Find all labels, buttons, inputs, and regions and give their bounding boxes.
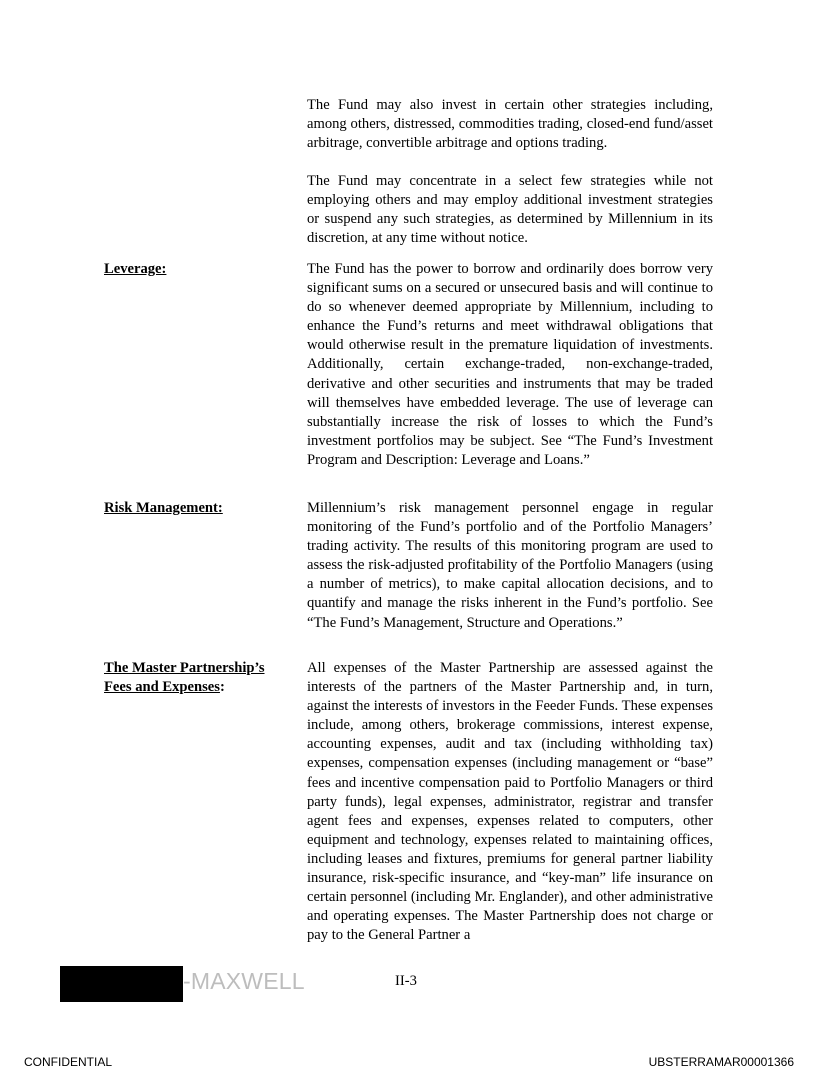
bates-number: UBSTERRAMAR00001366 — [648, 1055, 794, 1069]
fees-heading-line2: Fees and Expenses — [104, 679, 220, 696]
fees-expenses-text: All expenses of the Master Partnership are assessed against the interests of the partners of the Master Partnership and, in turn, against the interests of investors in the Feeder Funds. These expenses include, among others, brokerage commissions, interest expense, accounting expenses, audit and tax (including withholding tax) expenses, compensation expenses (including management or “base” fees and incentive compensation paid to Portfolio Managers or third party funds), legal expenses, administrator, registrar and transfer agent fees and expenses, expenses related to computers, other equipment and technology, expenses related to maintaining offices, including leases and fixtures, premiums for general partner liability insurance, risk-specific insurance, and “key-man” life insurance on certain personnel (including Mr. Englander), and other administrative and operating expenses. The Master Partnership does not charge or pay to the General Partner a — [307, 660, 713, 944]
page-number: II-3 — [395, 973, 417, 989]
leverage-heading: Leverage: — [104, 261, 167, 277]
leverage-text: The Fund has the power to borrow and ordinarily does borrow very significant sums on a secured or unsecured basis and will continue to do so whenever deemed appropriate by Millennium, including to enhance the Fund’s returns and meet withdrawal obligations that would otherwise result in the premature liquidation of investments. Additionally, certain exchange-traded, non-exchange-traded, derivative and other securities and instruments that may be traded will themselves have embedded leverage. The use of leverage can substantially increase the risk of losses to which the Fund’s investment portfolios may be subject. See “The Fund’s Investment Program and Description: Leverage and Loans.” — [307, 261, 713, 468]
risk-management-text: Millennium’s risk management personnel engage in regular monitoring of the Fund’s portfolio and of the Portfolio Managers’ trading activity. The results of this monitoring program are used to assess the risk-adjusted profitability of the Portfolio Managers (using a number of metrics), to make capital allocation decisions, and to quantify and manage the risks inherent in the Fund’s portfolio. See “The Fund’s Management, Structure and Operations.” — [307, 500, 713, 631]
fees-heading-line1: The Master Partnership’s — [104, 660, 265, 676]
fees-heading-colon: : — [219, 679, 225, 696]
maxwell-stamp: -MAXWELL — [183, 968, 305, 994]
redaction-box — [60, 966, 183, 1002]
fees-expenses-heading — [104, 659, 265, 697]
paragraph-other-strategies: The Fund may also invest in certain other strategies including, among others, distressed, commodities trading, closed-end fund/asset arbitrage, convertible arbitrage and options trading. — [307, 97, 713, 152]
paragraph-concentrate-strategies: The Fund may concentrate in a select few strategies while not employing others and may employ additional investment strategies or suspend any such strategies, as determined by Millennium in its discretion, at any time without notice. — [307, 173, 713, 247]
confidential-label: CONFIDENTIAL — [24, 1055, 113, 1069]
risk-management-heading: Risk Management: — [104, 500, 223, 516]
